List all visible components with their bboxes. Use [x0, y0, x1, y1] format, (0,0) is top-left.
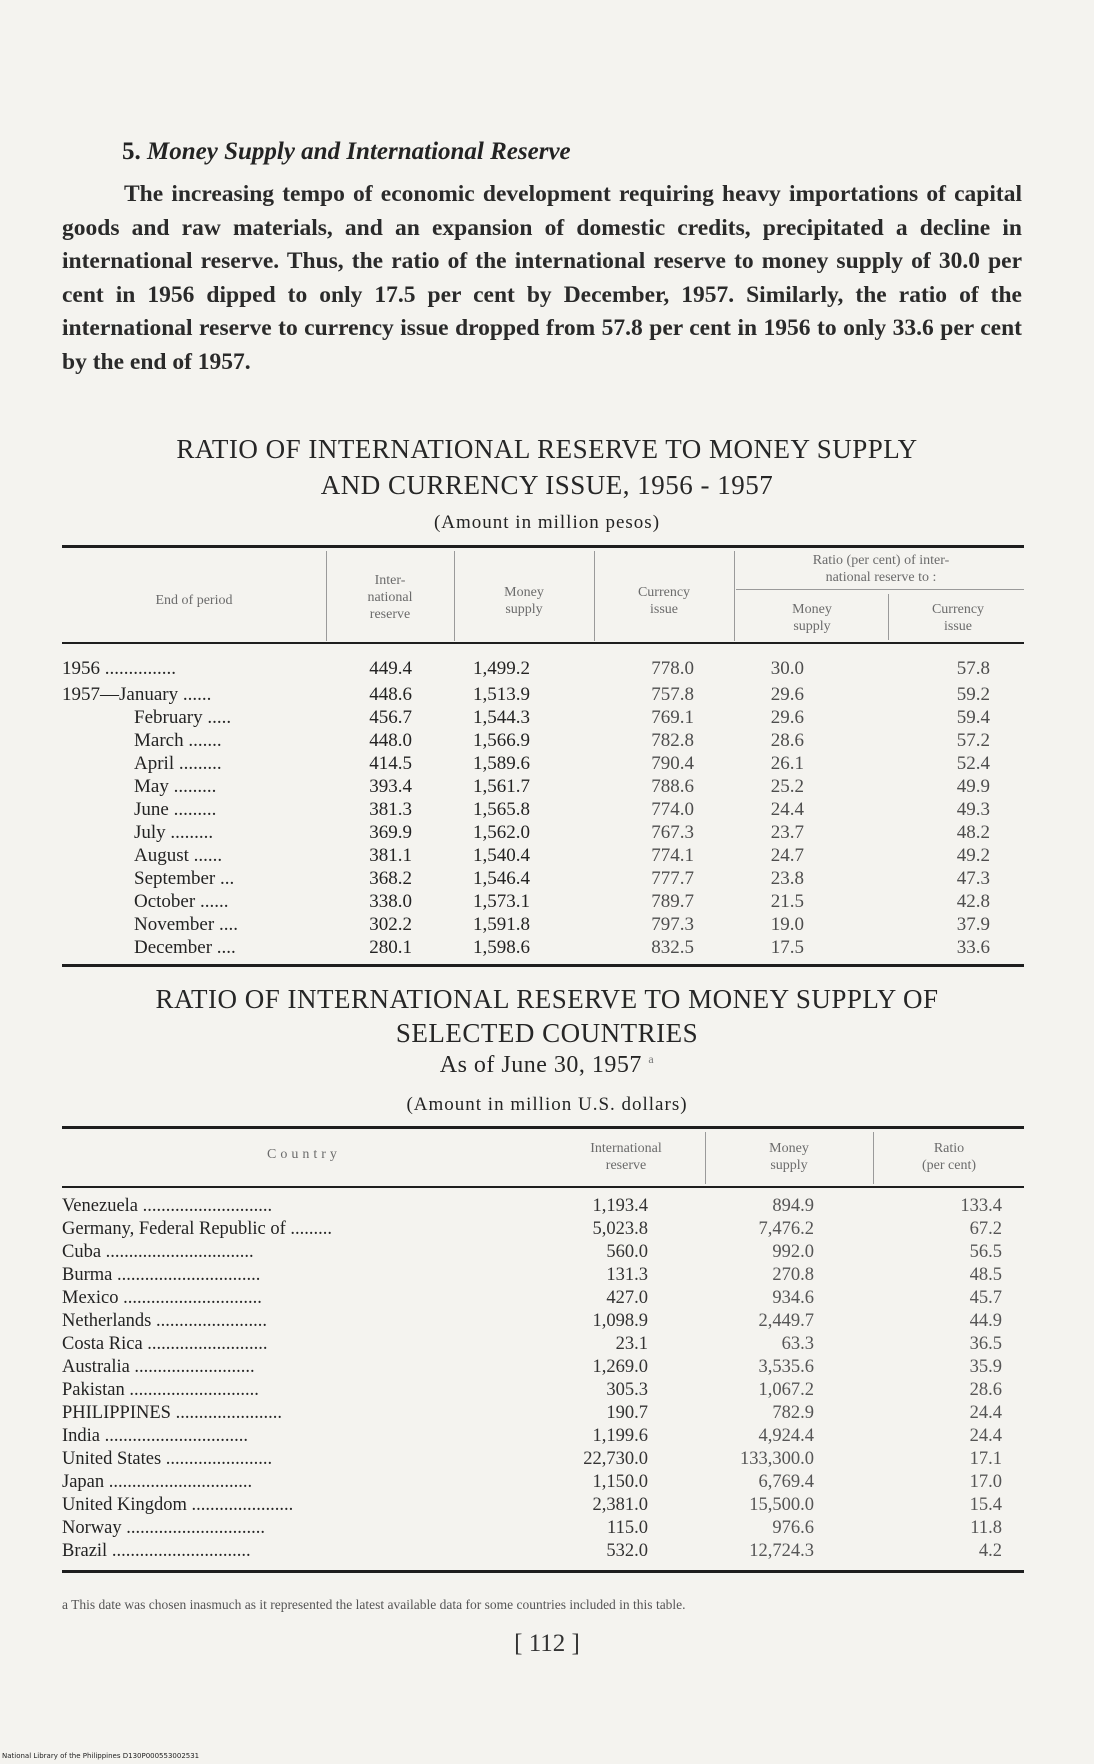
body-paragraph: The increasing tempo of economic development requiring heavy importations of capital goods and raw materials, and an expansion of domestic credits, precipitated a decline in international reserve. Thus, the ratio of the international reserve to money supply of 30.0 per cent in 1956 dipped to only 17.5 per cent by December, 1957. Similarly, the ratio of the international reserve to currency issue dropped from 57.8 per cent in 1956 to only 33.6 per cent by the end of 1957. [62, 181, 1022, 375]
cell-ratio: 35.9 [969, 1357, 1002, 1377]
cell-ratio-currency: 47.3 [956, 868, 990, 889]
cell-money: 1,591.8 [473, 914, 530, 935]
cell-currency: 788.6 [651, 776, 694, 797]
table2-header-ratio [874, 1140, 1024, 1174]
table2-bottom-rule [62, 1570, 1024, 1573]
cell-money: 2,449.7 [758, 1311, 814, 1331]
cell-country: Cuba ................................ [62, 1242, 254, 1262]
table2-row [0, 1242, 1094, 1265]
cell-ratio: 24.4 [969, 1403, 1002, 1423]
cell-ratio-money: 24.4 [770, 799, 804, 820]
table1-row [0, 914, 1094, 937]
cell-money: 934.6 [772, 1288, 814, 1308]
cell-country: Burma ............................... [62, 1265, 261, 1285]
cell-money: 894.9 [772, 1196, 814, 1216]
cell-currency: 774.1 [651, 845, 694, 866]
cell-reserve: 368.2 [369, 868, 412, 889]
cell-ratio-currency: 49.9 [956, 776, 990, 797]
header-text: Currency [931, 602, 985, 617]
cell-reserve: 1,150.0 [592, 1472, 648, 1492]
table2-top-rule [62, 1126, 1024, 1129]
cell-ratio: 24.4 [969, 1426, 1002, 1446]
cell-country: Netherlands ........................ [62, 1311, 268, 1331]
cell-money: 133,300.0 [740, 1449, 814, 1469]
table2-title-line1: RATIO OF INTERNATIONAL RESERVE TO MONEY SUPPLY OF [155, 984, 939, 1014]
cell-reserve: 302.2 [369, 914, 412, 935]
cell-money: 1,561.7 [473, 776, 530, 797]
cell-ratio: 15.4 [969, 1495, 1002, 1515]
cell-ratio-money: 21.5 [770, 891, 804, 912]
cell-ratio-currency: 59.2 [956, 684, 990, 705]
cell-reserve: 448.0 [369, 730, 412, 751]
cell-reserve: 456.7 [369, 707, 412, 728]
table1-row [0, 776, 1094, 799]
cell-reserve: 280.1 [369, 937, 412, 958]
cell-reserve: 560.0 [606, 1242, 648, 1262]
cell-country: Australia .......................... [62, 1357, 255, 1377]
cell-money: 1,598.6 [473, 937, 530, 958]
table1-header-ratio-currency [890, 601, 1026, 635]
cell-reserve: 1,269.0 [592, 1357, 648, 1377]
table2-row [0, 1518, 1094, 1541]
cell-ratio: 28.6 [969, 1380, 1002, 1400]
table1-divider [734, 551, 735, 641]
header-text: Ratio (per cent) of inter- [812, 553, 950, 568]
table2-title-line3 [0, 1052, 1094, 1079]
cell-reserve: 381.1 [369, 845, 412, 866]
header-text: national [367, 590, 413, 605]
cell-money: 1,566.9 [473, 730, 530, 751]
cell-ratio-currency: 48.2 [956, 822, 990, 843]
table1-row [0, 799, 1094, 822]
table1-title-line2: AND CURRENCY ISSUE, 1956 - 1957 [320, 470, 774, 500]
cell-country: Venezuela ............................ [62, 1196, 273, 1216]
cell-money: 15,500.0 [749, 1495, 814, 1515]
cell-ratio: 11.8 [970, 1518, 1002, 1538]
table2-row [0, 1357, 1094, 1380]
cell-reserve: 448.6 [369, 684, 412, 705]
cell-ratio-money: 29.6 [770, 707, 804, 728]
section-number: 5. [122, 138, 141, 165]
cell-country: PHILIPPINES ....................... [62, 1403, 282, 1423]
header-text: Money [792, 602, 832, 617]
table2-row [0, 1426, 1094, 1449]
cell-ratio-money: 29.6 [770, 684, 804, 705]
cell-money: 12,724.3 [749, 1541, 814, 1561]
table2-row [0, 1288, 1094, 1311]
table1-row [0, 730, 1094, 753]
table2-row [0, 1219, 1094, 1242]
table2-row [0, 1334, 1094, 1357]
row-label: February ..... [134, 707, 232, 728]
cell-reserve: 23.1 [615, 1334, 648, 1354]
cell-reserve: 414.5 [369, 753, 412, 774]
cell-currency: 769.1 [651, 707, 694, 728]
header-text: Currency [637, 585, 691, 600]
table2-row [0, 1449, 1094, 1472]
cell-reserve: 381.3 [369, 799, 412, 820]
cell-ratio-currency: 37.9 [956, 914, 990, 935]
table1-header-period: End of period [155, 593, 233, 608]
table1-group-rule [736, 589, 1024, 590]
table2-subtitle: (Amount in million U.S. dollars) [406, 1094, 688, 1115]
table1-title-line1: RATIO OF INTERNATIONAL RESERVE TO MONEY SUPPLY [176, 434, 918, 464]
cell-reserve: 532.0 [606, 1541, 648, 1561]
cell-ratio-money: 26.1 [770, 753, 804, 774]
table2-header-money [706, 1140, 872, 1174]
cell-reserve: 2,381.0 [592, 1495, 648, 1515]
cell-money: 1,513.9 [473, 684, 530, 705]
table1-subtitle: (Amount in million pesos) [433, 512, 661, 533]
cell-ratio-money: 19.0 [770, 914, 804, 935]
footnote-marker: a [648, 1052, 655, 1066]
cell-country: Pakistan ............................ [62, 1380, 259, 1400]
cell-ratio-money: 24.7 [770, 845, 804, 866]
table1-divider [594, 551, 595, 641]
cell-money: 3,535.6 [758, 1357, 814, 1377]
cell-money: 63.3 [781, 1334, 814, 1354]
cell-reserve: 22,730.0 [583, 1449, 648, 1469]
cell-currency: 832.5 [651, 937, 694, 958]
header-text: supply [793, 619, 831, 634]
header-text: supply [505, 602, 543, 617]
table1-row [0, 891, 1094, 914]
table1-row [0, 868, 1094, 891]
cell-country: United Kingdom ...................... [62, 1495, 294, 1515]
header-text: reserve [369, 607, 411, 622]
table1-row [0, 684, 1094, 707]
cell-ratio: 17.0 [969, 1472, 1002, 1492]
table2-row [0, 1380, 1094, 1403]
table1-row [0, 845, 1094, 868]
cell-money: 1,565.8 [473, 799, 530, 820]
cell-money: 270.8 [772, 1265, 814, 1285]
cell-reserve: 1,098.9 [592, 1311, 648, 1331]
table2-row [0, 1196, 1094, 1219]
table2-row [0, 1541, 1094, 1564]
table1-header-money [456, 584, 592, 618]
cell-reserve: 338.0 [369, 891, 412, 912]
cell-money: 1,573.1 [473, 891, 530, 912]
cell-ratio: 48.5 [969, 1265, 1002, 1285]
cell-ratio-currency: 42.8 [956, 891, 990, 912]
cell-reserve: 449.4 [369, 658, 412, 679]
table1-divider [454, 551, 455, 641]
cell-country: Germany, Federal Republic of ......... [62, 1219, 333, 1239]
row-label: April ......... [134, 753, 222, 774]
cell-reserve: 5,023.8 [592, 1219, 648, 1239]
table1-header-currency [596, 584, 732, 618]
row-label: December .... [134, 937, 236, 958]
cell-money: 4,924.4 [758, 1426, 814, 1446]
cell-country: Costa Rica .......................... [62, 1334, 268, 1354]
cell-ratio-currency: 49.2 [956, 845, 990, 866]
row-label: November .... [134, 914, 238, 935]
cell-country: United States ....................... [62, 1449, 273, 1469]
cell-ratio-money: 25.2 [770, 776, 804, 797]
section-title: Money Supply and International Reserve [147, 138, 571, 165]
table2-row [0, 1265, 1094, 1288]
cell-ratio: 36.5 [969, 1334, 1002, 1354]
header-text: Inter- [374, 573, 406, 588]
table1-row [0, 822, 1094, 845]
cell-ratio-money: 23.8 [770, 868, 804, 889]
cell-money: 992.0 [772, 1242, 814, 1262]
cell-money: 1,540.4 [473, 845, 530, 866]
header-text: reserve [605, 1158, 647, 1173]
cell-money: 1,544.3 [473, 707, 530, 728]
cell-currency: 757.8 [651, 684, 694, 705]
table2-header-rule [62, 1186, 1024, 1188]
header-text: International [590, 1141, 662, 1156]
cell-ratio: 44.9 [969, 1311, 1002, 1331]
cell-country: Mexico .............................. [62, 1288, 262, 1308]
table2-header-country: Country [267, 1147, 341, 1162]
header-text: Money [504, 585, 544, 600]
cell-currency: 790.4 [651, 753, 694, 774]
header-text: Money [769, 1141, 809, 1156]
page-number: [ 112 ] [514, 1630, 580, 1657]
cell-ratio-money: 23.7 [770, 822, 804, 843]
table2-header-reserve [548, 1140, 704, 1174]
cell-money: 7,476.2 [758, 1219, 814, 1239]
cell-country: Japan ............................... [62, 1472, 253, 1492]
row-label: 1956 ............... [62, 658, 176, 679]
cell-money: 1,562.0 [473, 822, 530, 843]
header-text: (per cent) [921, 1158, 977, 1173]
table1-header-reserve [328, 572, 452, 623]
cell-reserve: 131.3 [606, 1265, 648, 1285]
cell-money: 1,546.4 [473, 868, 530, 889]
table2-title-line2: SELECTED COUNTRIES [395, 1018, 699, 1048]
cell-reserve: 1,199.6 [592, 1426, 648, 1446]
title-date: As of June 30, 1957 [439, 1052, 642, 1078]
table1-bottom-rule [62, 964, 1024, 967]
cell-ratio: 17.1 [969, 1449, 1002, 1469]
table1-row [0, 937, 1094, 960]
cell-country: Brazil .............................. [62, 1541, 251, 1561]
table1-row [0, 707, 1094, 730]
cell-ratio-money: 30.0 [770, 658, 804, 679]
row-label: September ... [134, 868, 235, 889]
row-label: 1957—January ...... [62, 684, 212, 705]
table1-header-ratio-money [736, 601, 888, 635]
table1-top-rule [62, 545, 1024, 548]
table1-divider [326, 551, 327, 641]
cell-ratio-currency: 33.6 [956, 937, 990, 958]
cell-ratio-currency: 52.4 [956, 753, 990, 774]
cell-money: 782.9 [772, 1403, 814, 1423]
cell-reserve: 305.3 [606, 1380, 648, 1400]
table1-divider [888, 594, 889, 640]
cell-money: 1,067.2 [758, 1380, 814, 1400]
cell-ratio: 133.4 [960, 1196, 1002, 1216]
cell-money: 6,769.4 [758, 1472, 814, 1492]
table2-row [0, 1472, 1094, 1495]
table1-row [0, 753, 1094, 776]
cell-ratio-money: 17.5 [770, 937, 804, 958]
section-heading [122, 138, 571, 166]
table2-row [0, 1311, 1094, 1334]
cell-reserve: 393.4 [369, 776, 412, 797]
cell-ratio-currency: 57.8 [956, 658, 990, 679]
header-text: Ratio [933, 1141, 965, 1156]
cell-money: 976.6 [772, 1518, 814, 1538]
row-label: August ...... [134, 845, 223, 866]
table2-row [0, 1403, 1094, 1426]
cell-currency: 789.7 [651, 891, 694, 912]
cell-currency: 782.8 [651, 730, 694, 751]
scan-credit: National Library of the Philippines D130P000553002531 [2, 1752, 200, 1760]
cell-currency: 777.7 [651, 868, 694, 889]
cell-currency: 774.0 [651, 799, 694, 820]
cell-ratio-money: 28.6 [770, 730, 804, 751]
cell-country: India ............................... [62, 1426, 249, 1446]
cell-reserve: 115.0 [607, 1518, 648, 1538]
cell-reserve: 190.7 [606, 1403, 648, 1423]
cell-ratio: 56.5 [969, 1242, 1002, 1262]
footnote: a This date was chosen inasmuch as it represented the latest available data for some countries included in this table. [62, 1597, 686, 1612]
table1-header-ratio-group [736, 552, 1026, 586]
row-label: October ...... [134, 891, 229, 912]
cell-currency: 767.3 [651, 822, 694, 843]
cell-currency: 797.3 [651, 914, 694, 935]
cell-ratio: 67.2 [969, 1219, 1002, 1239]
cell-reserve: 1,193.4 [592, 1196, 648, 1216]
table1-row [0, 658, 1094, 681]
header-text: issue [650, 602, 678, 617]
header-text: issue [944, 619, 972, 634]
row-label: July ......... [134, 822, 214, 843]
header-text: national reserve to : [825, 570, 937, 585]
table2-row [0, 1495, 1094, 1518]
cell-country: Norway .............................. [62, 1518, 265, 1538]
cell-ratio: 45.7 [969, 1288, 1002, 1308]
cell-money: 1,589.6 [473, 753, 530, 774]
header-text: supply [770, 1158, 808, 1173]
cell-reserve: 369.9 [369, 822, 412, 843]
cell-money: 1,499.2 [473, 658, 530, 679]
cell-currency: 778.0 [651, 658, 694, 679]
row-label: March ....... [134, 730, 222, 751]
table1-header-rule [62, 642, 1024, 644]
cell-ratio: 4.2 [978, 1541, 1002, 1561]
row-label: June ......... [134, 799, 217, 820]
cell-reserve: 427.0 [606, 1288, 648, 1308]
cell-ratio-currency: 57.2 [956, 730, 990, 751]
cell-ratio-currency: 49.3 [956, 799, 990, 820]
cell-ratio-currency: 59.4 [956, 707, 990, 728]
row-label: May ......... [134, 776, 217, 797]
